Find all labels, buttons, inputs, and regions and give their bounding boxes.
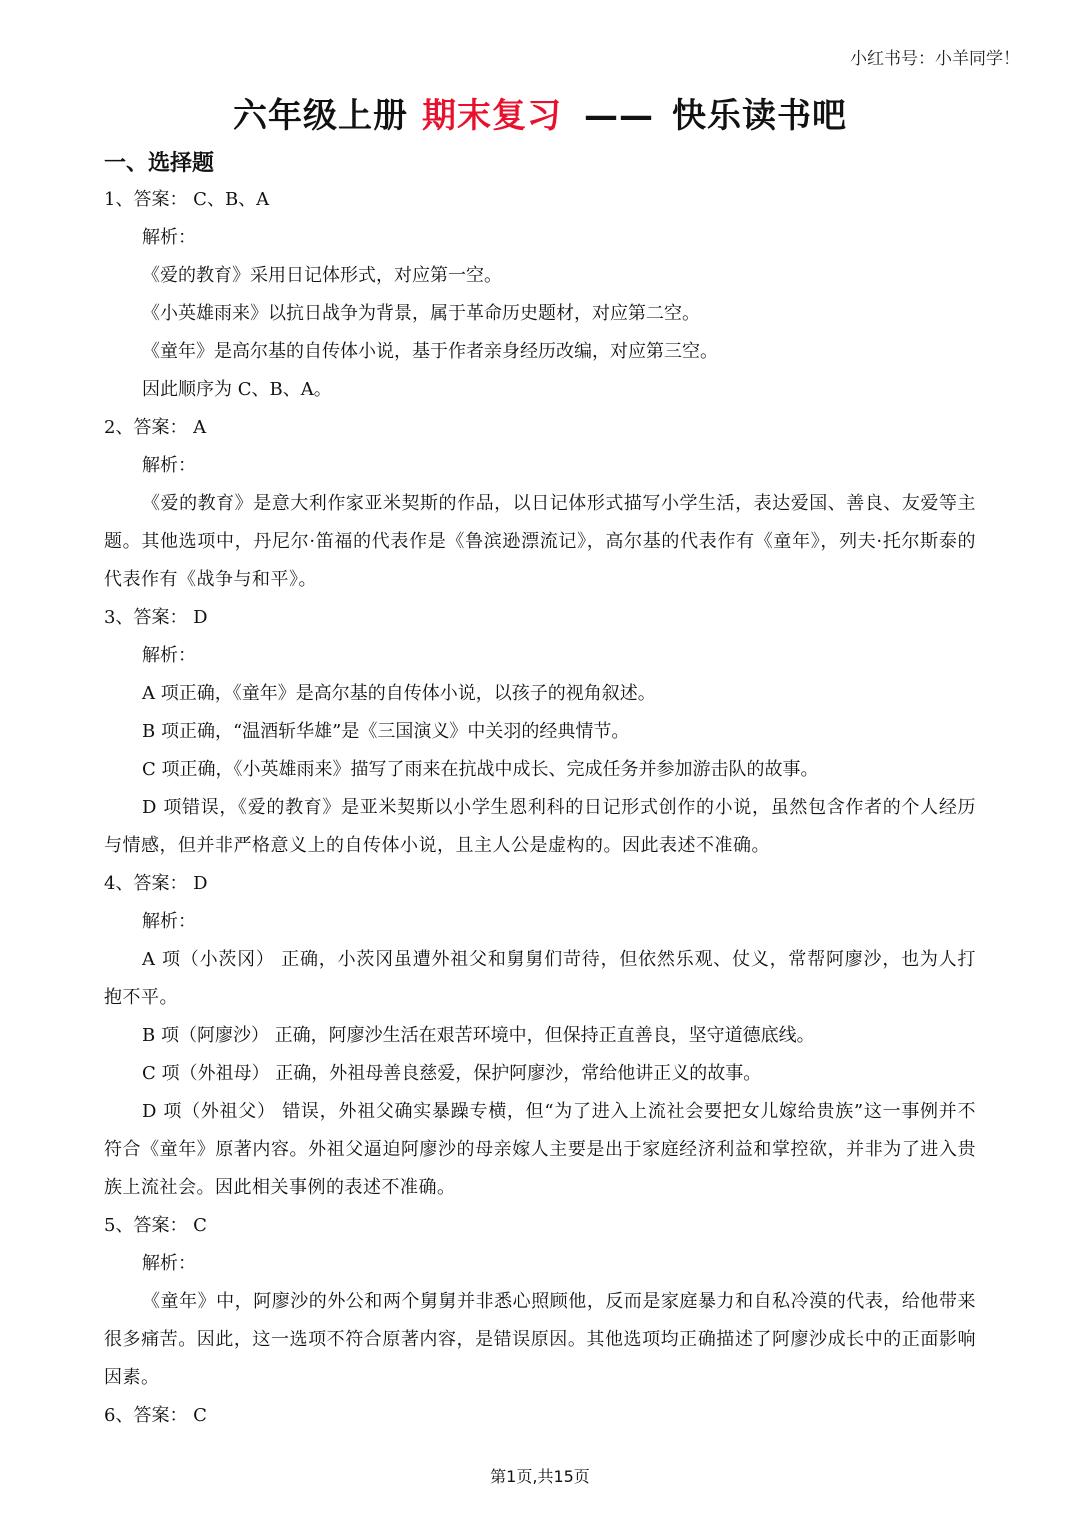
q4-option-b: B 项（阿廖沙） 正确，阿廖沙生活在艰苦环境中，但保持正直善良，坚守道德底线。 (142, 1025, 815, 1046)
q4-option-c: C 项（外祖母） 正确，外祖母善良慈爱，保护阿廖沙，常给他讲正义的故事。 (142, 1063, 762, 1084)
q1-line-4: 因此顺序为 C、B、A。 (142, 379, 332, 400)
q3-option-b: B 项正确，“温酒斩华雄”是《三国演义》中关羽的经典情节。 (142, 721, 630, 742)
q2-analysis-label: 解析： (142, 455, 196, 476)
q1-line-2: 《小英雄雨来》以抗日战争为背景，属于革命历史题材，对应第二空。 (142, 303, 700, 324)
q3-option-c: C 项正确，《小英雄雨来》描写了雨来在抗战中成长、完成任务并参加游击队的故事。 (142, 759, 819, 780)
q2-paragraph: 《爱的教育》是意大利作家亚米契斯的作品，以日记体形式描写小学生活，表达爱国、善良、友爱等主题。其他选项中，丹尼尔·笛福的代表作是《鲁滨逊漂流记》，高尔基的代表作有《童年》，列夫·托尔斯泰的代表作有《战争与和平》。 (104, 493, 976, 590)
q5-analysis-label: 解析： (142, 1253, 196, 1274)
title-dash: —— (584, 96, 654, 136)
q3-option-d: D 项错误，《爱的教育》是亚米契斯以小学生恩利科的日记形式创作的小说，虽然包含作者的个人经历与情感，但并非严格意义上的自传体小说，且主人公是虚构的。因此表述不准确。 (104, 797, 976, 856)
title-topic: 快乐读书吧 (672, 96, 847, 136)
page-title (0, 88, 1080, 137)
q3-answer: 3、答案： D (104, 607, 208, 628)
document-body (104, 181, 976, 1435)
q3-option-a: A 项正确，《童年》是高尔基的自传体小说，以孩子的视角叙述。 (142, 683, 656, 704)
title-part-grade: 六年级上册 (233, 96, 408, 136)
page-footer: 第1页,共15页 (490, 1467, 590, 1486)
q2-answer: 2、答案： A (104, 417, 207, 438)
title-highlight: 期末复习 (422, 96, 562, 136)
q4-analysis-label: 解析： (142, 911, 196, 932)
section-heading: 一、选择题 (104, 151, 215, 176)
q4-option-d: D 项（外祖父） 错误，外祖父确实暴躁专横，但“为了进入上流社会要把女儿嫁给贵族”这一事例并不符合《童年》原著内容。外祖父逼迫阿廖沙的母亲嫁人主要是出于家庭经济利益和掌控欲，并非为了进入贵族上流社会。因此相关事例的表述不准确。 (104, 1101, 976, 1198)
q4-answer: 4、答案： D (104, 873, 208, 894)
q4-option-a: A 项（小茨冈） 正确，小茨冈虽遭外祖父和舅舅们苛待，但依然乐观、仗义，常帮阿廖沙，也为人打抱不平。 (104, 949, 976, 1008)
q6-answer: 6、答案： C (104, 1405, 207, 1426)
q3-analysis-label: 解析： (142, 645, 196, 666)
watermark: 小红书号：小羊同学！ (850, 49, 1020, 69)
q5-paragraph: 《童年》中，阿廖沙的外公和两个舅舅并非悉心照顾他，反而是家庭暴力和自私冷漠的代表，给他带来很多痛苦。因此，这一选项不符合原著内容，是错误原因。其他选项均正确描述了阿廖沙成长中的正面影响因素。 (104, 1291, 976, 1388)
q1-answer: 1、答案： C、B、A (104, 189, 270, 210)
q1-line-3: 《童年》是高尔基的自传体小说，基于作者亲身经历改编，对应第三空。 (142, 341, 718, 362)
q1-line-1: 《爱的教育》采用日记体形式，对应第一空。 (142, 265, 502, 286)
q5-answer: 5、答案： C (104, 1215, 207, 1236)
q1-analysis-label: 解析： (142, 227, 196, 248)
